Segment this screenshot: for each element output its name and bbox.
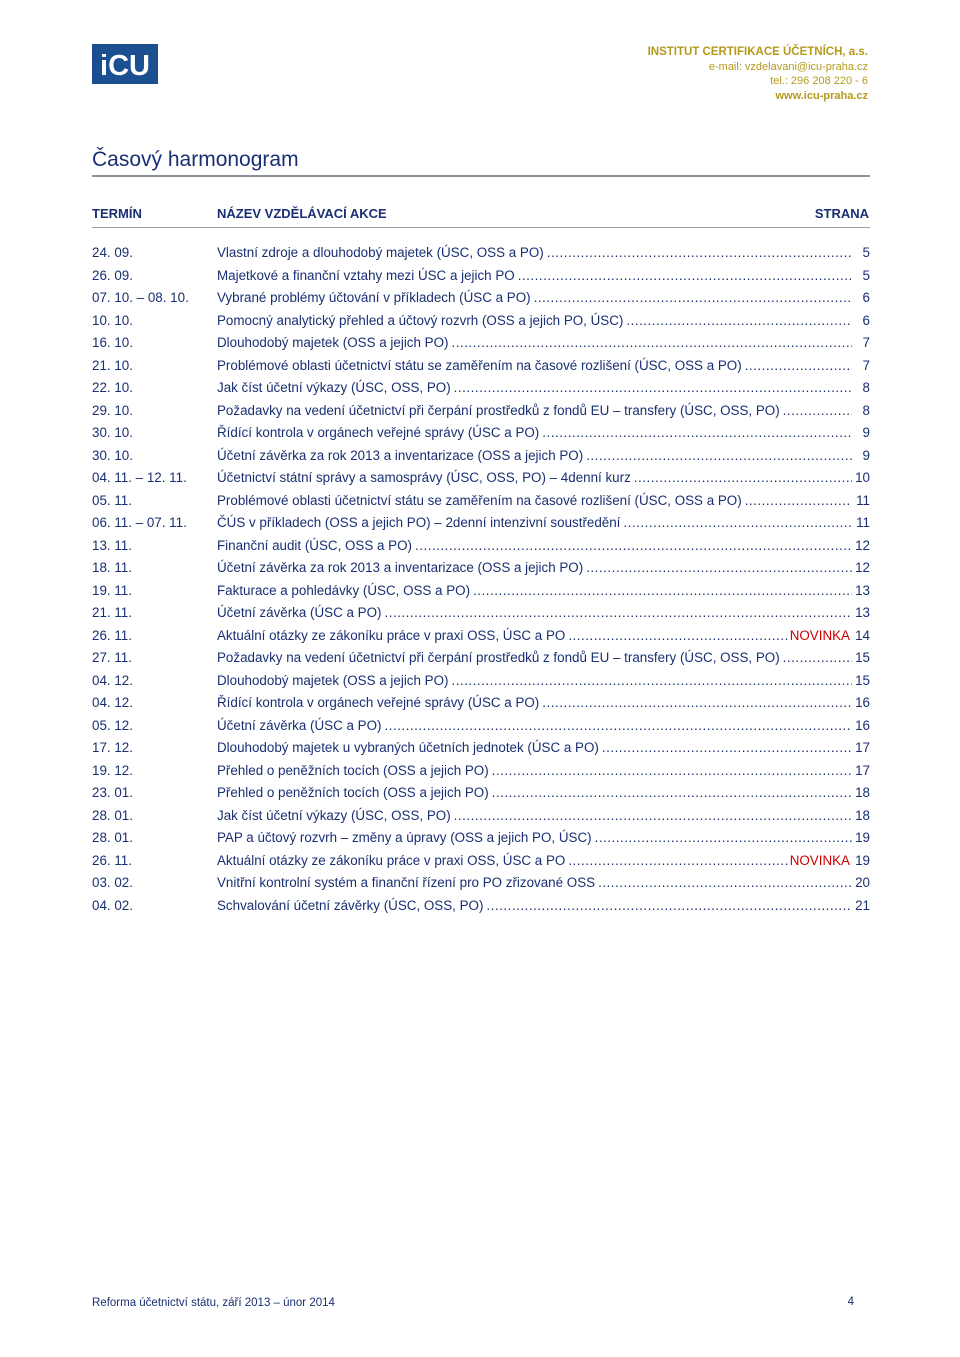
row-page: 11 bbox=[856, 492, 870, 508]
footer bbox=[92, 1297, 854, 1309]
row-entry bbox=[217, 625, 870, 648]
row-name: Vlastní zdroje a dlouhodobý majetek (ÚSC, OSS a PO) bbox=[217, 245, 544, 260]
dot-leader bbox=[542, 422, 852, 445]
row-page: 9 bbox=[862, 425, 870, 440]
row-name: Požadavky na vedení účetnictví při čerpání prostředků z fondů EU – transfery (ÚSC, OSS, PO) bbox=[217, 650, 780, 665]
dot-leader bbox=[454, 805, 852, 828]
row-entry bbox=[217, 670, 870, 693]
row-name: Finanční audit (ÚSC, OSS a PO) bbox=[217, 537, 412, 553]
row-name: Vnitřní kontrolní systém a finanční řízení pro PO zřizované OSS bbox=[217, 875, 596, 890]
row-name: Řídící kontrola v orgánech veřejné správy (ÚSC a PO) bbox=[217, 695, 540, 710]
row-page: 17 bbox=[855, 740, 870, 755]
row-name: Jak číst účetní výkazy (ÚSC, OSS, PO) bbox=[217, 807, 451, 823]
dot-leader bbox=[451, 332, 852, 355]
table-row bbox=[92, 895, 870, 918]
table-row bbox=[92, 332, 870, 355]
row-entry bbox=[217, 265, 870, 288]
row-date: 19. 12. bbox=[92, 762, 133, 778]
schedule-list bbox=[92, 242, 870, 917]
row-entry bbox=[217, 310, 870, 333]
dot-leader bbox=[783, 647, 852, 670]
institute-web: www.icu-praha.cz bbox=[775, 89, 868, 102]
row-page: 13 bbox=[855, 605, 870, 620]
dot-leader bbox=[518, 265, 852, 288]
row-name: Schvalování účetní závěrky (ÚSC, OSS, PO) bbox=[217, 897, 484, 913]
row-date: 04. 02. bbox=[92, 897, 133, 913]
table-row bbox=[92, 422, 870, 445]
row-entry bbox=[217, 445, 870, 468]
dot-leader bbox=[384, 602, 852, 625]
row-name: Aktuální otázky ze zákoníku práce v praxi OSS, ÚSC a PO bbox=[217, 852, 566, 868]
row-name: Řídící kontrola v orgánech veřejné správy (ÚSC a PO) bbox=[217, 425, 540, 440]
row-page: 11 bbox=[856, 515, 870, 530]
table-header bbox=[92, 205, 870, 228]
table-row bbox=[92, 782, 870, 805]
row-entry bbox=[217, 535, 870, 558]
row-date: 26. 11. bbox=[92, 852, 132, 868]
table-row bbox=[92, 850, 870, 873]
row-date: 23. 01. bbox=[92, 785, 133, 800]
row-entry bbox=[217, 647, 870, 670]
row-page: 18 bbox=[855, 807, 870, 823]
dot-leader bbox=[595, 827, 852, 850]
row-entry bbox=[217, 580, 870, 603]
row-date: 28. 01. bbox=[92, 807, 133, 823]
table-row bbox=[92, 265, 870, 288]
row-name: Požadavky na vedení účetnictví při čerpání prostředků z fondů EU – transfery (ÚSC, OSS, PO) bbox=[217, 402, 780, 418]
header-page: STRANA bbox=[814, 206, 869, 221]
header-name: NÁZEV VZDĚLÁVACÍ AKCE bbox=[217, 206, 387, 221]
row-entry bbox=[217, 827, 870, 850]
row-date: 06. 11. – 07. 11. bbox=[92, 515, 187, 530]
new-badge: NOVINKA bbox=[789, 627, 850, 643]
new-badge: NOVINKA bbox=[789, 852, 850, 868]
row-name: Problémové oblasti účetnictví státu se zaměřením na časové rozlišení (ÚSC, OSS a PO) bbox=[217, 492, 742, 508]
institute-phone: tel.: 296 208 220 - 6 bbox=[770, 75, 868, 87]
row-page: 20 bbox=[855, 875, 870, 890]
row-name: Účetní závěrka (ÚSC a PO) bbox=[217, 605, 382, 620]
row-date: 04. 11. – 12. 11. bbox=[92, 470, 187, 485]
row-name: Účetní závěrka za rok 2013 a inventarizace (OSS a jejich PO) bbox=[217, 560, 584, 575]
row-entry bbox=[217, 512, 870, 535]
table-row bbox=[92, 805, 870, 828]
table-row bbox=[92, 467, 870, 490]
row-entry bbox=[217, 850, 870, 873]
dot-leader bbox=[586, 445, 852, 468]
table-row bbox=[92, 647, 870, 670]
row-entry bbox=[217, 242, 870, 265]
row-date: 04. 12. bbox=[92, 672, 133, 688]
row-page: 16 bbox=[855, 717, 870, 733]
row-page: 13 bbox=[855, 582, 870, 598]
table-row bbox=[92, 400, 870, 423]
row-date: 07. 10. – 08. 10. bbox=[92, 290, 189, 305]
icu-logo bbox=[92, 44, 158, 84]
table-row bbox=[92, 737, 870, 760]
row-page: 6 bbox=[862, 312, 870, 328]
row-page: 9 bbox=[862, 447, 870, 463]
row-entry bbox=[217, 692, 870, 715]
table-row bbox=[92, 827, 870, 850]
row-page: 7 bbox=[862, 335, 870, 350]
row-page: 10 bbox=[855, 470, 870, 485]
row-entry bbox=[217, 557, 870, 580]
row-name: Aktuální otázky ze zákoníku práce v praxi OSS, ÚSC a PO bbox=[217, 627, 566, 643]
dot-leader bbox=[534, 287, 852, 310]
row-date: 30. 10. bbox=[92, 447, 133, 463]
dot-leader bbox=[568, 850, 787, 873]
row-date: 10. 10. bbox=[92, 312, 133, 328]
row-date: 21. 10. bbox=[92, 357, 133, 373]
dot-leader bbox=[634, 467, 852, 490]
row-page: 7 bbox=[862, 357, 870, 373]
row-page: 5 bbox=[862, 245, 870, 260]
row-entry bbox=[217, 872, 870, 895]
row-name: Přehled o peněžních tocích (OSS a jejich PO) bbox=[217, 785, 489, 800]
table-row bbox=[92, 872, 870, 895]
row-name: Dlouhodobý majetek u vybraných účetních jednotek (ÚSC a PO) bbox=[217, 740, 599, 755]
row-name: Účetnictví státní správy a samosprávy (ÚSC, OSS, PO) – 4denní kurz bbox=[217, 470, 631, 485]
row-entry bbox=[217, 782, 870, 805]
row-name: Majetkové a finanční vztahy mezi ÚSC a jejich PO bbox=[217, 267, 515, 283]
dot-leader bbox=[451, 670, 852, 693]
table-row bbox=[92, 535, 870, 558]
row-date: 03. 02. bbox=[92, 875, 133, 890]
row-page: 8 bbox=[862, 380, 870, 395]
row-entry bbox=[217, 490, 870, 513]
row-name: Problémové oblasti účetnictví státu se zaměřením na časové rozlišení (ÚSC, OSS a PO) bbox=[217, 357, 742, 373]
row-entry bbox=[217, 332, 870, 355]
dot-leader bbox=[783, 400, 852, 423]
table-row bbox=[92, 692, 870, 715]
row-name: Vybrané problémy účtování v příkladech (ÚSC a PO) bbox=[217, 290, 531, 305]
row-page: 5 bbox=[862, 267, 870, 283]
row-name: ČÚS v příkladech (OSS a jejich PO) – 2denní intenzivní soustředění bbox=[217, 515, 621, 530]
dot-leader bbox=[626, 310, 852, 333]
dot-leader bbox=[623, 512, 852, 535]
row-name: PAP a účtový rozvrh – změny a úpravy (OSS a jejich PO, ÚSC) bbox=[217, 830, 592, 845]
row-name: Fakturace a pohledávky (ÚSC, OSS a PO) bbox=[217, 582, 471, 598]
row-name: Přehled o peněžních tocích (OSS a jejich PO) bbox=[217, 762, 489, 778]
dot-leader bbox=[586, 557, 852, 580]
row-name: Dlouhodobý majetek (OSS a jejich PO) bbox=[217, 335, 449, 350]
row-page: 12 bbox=[855, 560, 870, 575]
row-entry bbox=[217, 715, 870, 738]
table-row bbox=[92, 490, 870, 513]
row-entry bbox=[217, 467, 870, 490]
dot-leader bbox=[745, 355, 852, 378]
row-date: 29. 10. bbox=[92, 402, 133, 418]
row-entry bbox=[217, 287, 870, 310]
row-page: 17 bbox=[855, 762, 870, 778]
row-date: 26. 09. bbox=[92, 267, 133, 283]
row-entry bbox=[217, 400, 870, 423]
table-row bbox=[92, 445, 870, 468]
row-page: 19 bbox=[855, 852, 870, 868]
dot-leader bbox=[384, 715, 852, 738]
row-name: Dlouhodobý majetek (OSS a jejich PO) bbox=[217, 672, 449, 688]
table-row bbox=[92, 310, 870, 333]
row-page: 8 bbox=[862, 402, 870, 418]
row-name: Účetní závěrka (ÚSC a PO) bbox=[217, 717, 382, 733]
dot-leader bbox=[454, 377, 852, 400]
row-page: 16 bbox=[855, 695, 870, 710]
row-entry bbox=[217, 422, 870, 445]
table-row bbox=[92, 557, 870, 580]
dot-leader bbox=[486, 895, 852, 918]
table-row bbox=[92, 602, 870, 625]
row-date: 30. 10. bbox=[92, 425, 133, 440]
row-page: 6 bbox=[862, 290, 870, 305]
row-name: Jak číst účetní výkazy (ÚSC, OSS, PO) bbox=[217, 380, 451, 395]
row-entry bbox=[217, 760, 870, 783]
row-entry bbox=[217, 737, 870, 760]
row-entry bbox=[217, 805, 870, 828]
row-date: 16. 10. bbox=[92, 335, 133, 350]
dot-leader bbox=[547, 242, 852, 265]
row-date: 21. 11. bbox=[92, 605, 132, 620]
row-page: 15 bbox=[855, 650, 870, 665]
footer-text: Reforma účetnictví státu, září 2013 – únor 2014 bbox=[92, 1297, 335, 1309]
row-date: 17. 12. bbox=[92, 740, 133, 755]
page-title: Časový harmonogram bbox=[92, 148, 870, 177]
row-entry bbox=[217, 602, 870, 625]
row-page: 12 bbox=[855, 537, 870, 553]
dot-leader bbox=[415, 535, 852, 558]
row-page: 14 bbox=[855, 627, 870, 643]
table-row bbox=[92, 512, 870, 535]
dot-leader bbox=[542, 692, 852, 715]
table-row bbox=[92, 377, 870, 400]
row-name: Pomocný analytický přehled a účtový rozvrh (OSS a jejich PO, ÚSC) bbox=[217, 312, 624, 328]
row-date: 28. 01. bbox=[92, 830, 133, 845]
row-date: 27. 11. bbox=[92, 650, 132, 665]
row-date: 13. 11. bbox=[92, 537, 132, 553]
row-page: 19 bbox=[855, 830, 870, 845]
row-date: 04. 12. bbox=[92, 695, 133, 710]
table-row bbox=[92, 242, 870, 265]
row-date: 05. 11. bbox=[92, 492, 132, 508]
table-row bbox=[92, 355, 870, 378]
dot-leader bbox=[492, 782, 852, 805]
row-page: 21 bbox=[855, 897, 870, 913]
institute-email: e-mail: vzdelavani@icu-praha.cz bbox=[708, 60, 868, 73]
dot-leader bbox=[492, 760, 852, 783]
table-row bbox=[92, 715, 870, 738]
row-entry bbox=[217, 377, 870, 400]
table-row bbox=[92, 760, 870, 783]
logo-text: iCU bbox=[100, 50, 150, 82]
row-date: 19. 11. bbox=[92, 582, 132, 598]
row-entry bbox=[217, 895, 870, 918]
header-date: TERMÍN bbox=[92, 206, 142, 221]
row-date: 22. 10. bbox=[92, 380, 133, 395]
row-date: 18. 11. bbox=[92, 560, 132, 575]
row-date: 24. 09. bbox=[92, 245, 133, 260]
dot-leader bbox=[745, 490, 852, 513]
dot-leader bbox=[568, 625, 787, 648]
table-row bbox=[92, 287, 870, 310]
row-name: Účetní závěrka za rok 2013 a inventarizace (OSS a jejich PO) bbox=[217, 447, 584, 463]
row-page: 15 bbox=[855, 672, 870, 688]
table-row bbox=[92, 670, 870, 693]
dot-leader bbox=[602, 737, 852, 760]
institute-contact bbox=[648, 45, 868, 103]
row-date: 26. 11. bbox=[92, 627, 132, 643]
footer-page-number: 4 bbox=[847, 1296, 854, 1308]
row-entry bbox=[217, 355, 870, 378]
institute-name: INSTITUT CERTIFIKACE ÚČETNÍCH, a.s. bbox=[647, 46, 868, 58]
dot-leader bbox=[598, 872, 852, 895]
table-row bbox=[92, 580, 870, 603]
table-row bbox=[92, 625, 870, 648]
row-date: 05. 12. bbox=[92, 717, 133, 733]
row-page: 18 bbox=[855, 785, 870, 800]
dot-leader bbox=[473, 580, 852, 603]
